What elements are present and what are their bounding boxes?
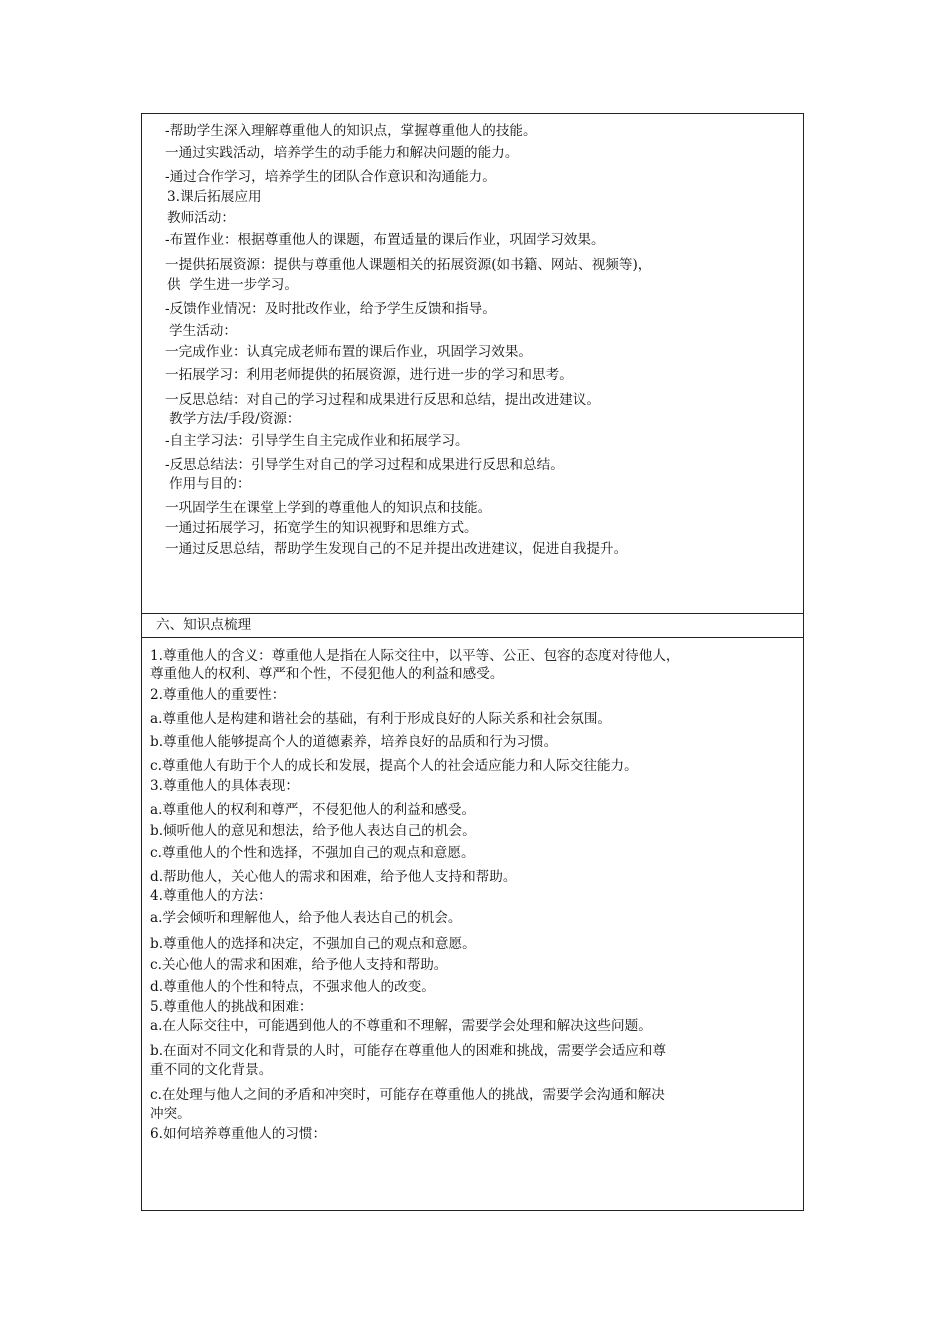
text-line: c.尊重他人有助于个人的成长和发展，提高个人的社会适应能力和人际交往能力。 xyxy=(150,758,638,774)
text-line: 冲突。 xyxy=(150,1106,191,1122)
lesson-plan-table xyxy=(141,113,804,1211)
text-line: -自主学习法：引导学生自主完成作业和拓展学习。 xyxy=(165,433,469,449)
text-line: c.在处理与他人之间的矛盾和冲突时，可能存在尊重他人的挑战，需要学会沟通和解决 xyxy=(150,1087,665,1103)
text-line: -通过合作学习，培养学生的团队合作意识和沟通能力。 xyxy=(165,169,496,185)
text-line: 一完成作业：认真完成老师布置的课后作业，巩固学习效果。 xyxy=(165,344,533,360)
text-line: d.帮助他人，关心他人的需求和困难，给予他人支持和帮助。 xyxy=(150,869,517,885)
text-line: a.学会倾听和理解他人，给予他人表达自己的机会。 xyxy=(150,910,462,926)
text-line: 5.尊重他人的挑战和困难： xyxy=(150,999,313,1015)
section-header-cell xyxy=(142,613,803,638)
text-line: 学生活动： xyxy=(169,323,237,339)
text-line: b.在面对不同文化和背景的人时，可能存在尊重他人的困难和挑战，需要学会适应和尊 xyxy=(150,1043,666,1059)
text-line: 3.课后拓展应用 xyxy=(167,189,262,205)
text-line: 3.尊重他人的具体表现： xyxy=(150,778,299,794)
text-line: -反思总结法：引导学生对自己的学习过程和成果进行反思和总结。 xyxy=(165,457,564,473)
text-line: 重不同的文化背景。 xyxy=(150,1062,273,1078)
text-line: 教师活动： xyxy=(167,210,235,226)
text-line: b.尊重他人的选择和决定，不强加自己的观点和意愿。 xyxy=(150,936,476,952)
text-line: 4.尊重他人的方法： xyxy=(150,888,272,904)
text-line: 作用与目的： xyxy=(169,476,251,492)
text-line: 一巩固学生在课堂上学到的尊重他人的知识点和技能。 xyxy=(165,500,492,516)
extension-activities-cell xyxy=(142,114,803,614)
text-line: 教学方法/手段/资源： xyxy=(169,411,301,427)
text-line: 2.尊重他人的重要性： xyxy=(150,687,286,703)
text-line: a.尊重他人的权利和尊严，不侵犯他人的利益和感受。 xyxy=(150,802,476,818)
text-line: 尊重他人的权利、尊严和个性，不侵犯他人的利益和感受。 xyxy=(150,666,504,682)
text-line: b.倾听他人的意见和想法，给予他人表达自己的机会。 xyxy=(150,823,476,839)
text-line: 一通过拓展学习，拓宽学生的知识视野和思维方式。 xyxy=(165,520,478,536)
text-line: c.关心他人的需求和困难，给予他人支持和帮助。 xyxy=(150,957,448,973)
text-line: c.尊重他人的个性和选择，不强加自己的观点和意愿。 xyxy=(150,845,475,861)
text-line: 6.如何培养尊重他人的习惯： xyxy=(150,1126,327,1142)
text-line: 一通过反思总结，帮助学生发现自己的不足并提出改进建议，促进自我提升。 xyxy=(165,541,628,557)
section-title: 六、知识点梳理 xyxy=(156,617,252,633)
text-line: a.尊重他人是构建和谐社会的基础，有利于形成良好的人际关系和社会氛围。 xyxy=(150,711,612,727)
text-line: -布置作业：根据尊重他人的课题，布置适量的课后作业，巩固学习效果。 xyxy=(165,232,605,248)
text-line: b.尊重他人能够提高个人的道德素养，培养良好的品质和行为习惯。 xyxy=(150,734,558,750)
text-line: 一拓展学习：利用老师提供的拓展资源，进行进一步的学习和思考。 xyxy=(165,367,573,383)
text-line: -帮助学生深入理解尊重他人的知识点，掌握尊重他人的技能。 xyxy=(165,123,537,139)
text-line: d.尊重他人的个性和特点，不强求他人的改变。 xyxy=(150,979,435,995)
text-line: 一反思总结：对自己的学习过程和成果进行反思和总结，提出改进建议。 xyxy=(165,392,600,408)
text-line: 一提供拓展资源：提供与尊重他人课题相关的拓展资源(如书籍、网站、视频等)， xyxy=(165,257,652,273)
text-line: -反馈作业情况：及时批改作业，给予学生反馈和指导。 xyxy=(165,301,496,317)
text-line: 供 学生进一步学习。 xyxy=(167,277,298,293)
knowledge-points-cell xyxy=(142,637,803,1210)
text-line: 1.尊重他人的含义：尊重他人是指在人际交往中，以平等、公正、包容的态度对待他人， xyxy=(150,648,680,664)
text-line: a.在人际交往中，可能遇到他人的不尊重和不理解，需要学会处理和解决这些问题。 xyxy=(150,1018,652,1034)
text-line: 一通过实践活动，培养学生的动手能力和解决问题的能力。 xyxy=(165,145,519,161)
